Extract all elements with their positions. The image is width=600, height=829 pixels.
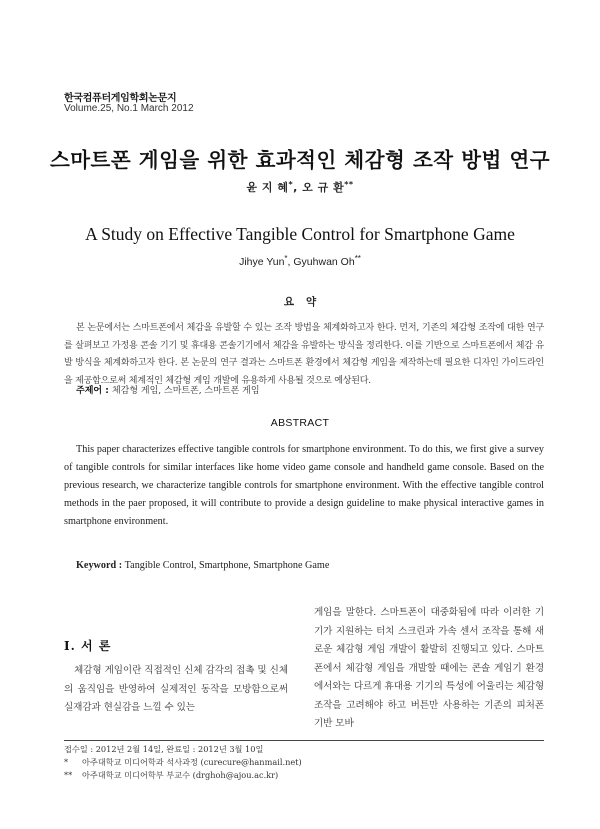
authors-english [0, 254, 600, 268]
footnote-text: 아주대학교 미디어학부 부교수 (drghoh@ajou.ac.kr) [82, 770, 279, 780]
journal-name: 한국컴퓨터게임학회논문지 [64, 93, 177, 104]
author-mark: ** [354, 254, 361, 263]
author-name: 오 규 환 [302, 181, 345, 194]
author-mark: ** [344, 180, 354, 189]
body-text-left-column: 체감형 게임이란 직접적인 신체 감각의 접촉 및 신체의 움직임을 반영하여 실제적인 동작을 모방함으로써 실재감과 현실감을 느낄 수 있는 [64, 665, 288, 713]
abstract-korean-body: 본 논문에서는 스마트폰에서 체감을 유발할 수 있는 조작 방법을 체계화하고자 한다. 먼저, 기존의 체감형 조작에 대한 연구를 살펴보고 가정용 콘솔 기기 및 휴대용 콘솔기기에서 체감을 유발하는 방식을 정리한다. 이를 기반으로 스마트폰에서 체감 유발 방식을 체계화하고자 한다. 본 논문의 연구 결과는 스마트폰 환경에서 체감형 게임을 제작하는데 필요한 디자인 가이드라인을 제공함으로써 체계적인 체감형 게임 개발에 유용하게 사용될 것으로 예상된다. [64, 323, 544, 386]
keywords-list: Tangible Control, Smartphone, Smartphone Game [124, 560, 330, 571]
footnote-mark: * [64, 757, 69, 767]
author-name: Jihye Yun [239, 256, 285, 268]
paper-title-korean: 스마트폰 게임을 위한 효과적인 체감형 조작 방법 연구 [49, 148, 551, 172]
journal-volume-info: Volume.25, No.1 March 2012 [64, 103, 194, 114]
authors-korean [0, 179, 600, 195]
author-name: 윤 지 혜 [246, 181, 289, 194]
keywords-label: Keyword : [76, 560, 125, 571]
abstract-korean-heading: 요약 [283, 296, 329, 308]
section-heading-introduction: Ⅰ. 서 론 [64, 639, 112, 653]
paper-title-english: A Study on Effective Tangible Control for Smartphone Game [85, 224, 515, 244]
footnote-mark: ** [64, 770, 73, 780]
keywords-korean [76, 383, 260, 396]
author-separator: , [287, 256, 294, 268]
author-separator: , [293, 181, 303, 194]
body-text-right-column: 게임을 말한다. 스마트폰이 대중화됨에 따라 이러한 기기가 지원하는 터치 스크린과 가속 센서 조작을 통해 새로운 체감형 게임 개발이 활발히 진행되고 있다. 스마트폰에서 체감형 게임을 개발할 때에는 콘솔 게임기 환경에서와는 다르게 휴대용 기기의 특성에 어울리는 체감형 조작을 고려해야 하고 버튼만 사용하는 기존의 피처폰 기반 모바 [314, 607, 544, 729]
keywords-list: 체감형 게임, 스마트폰, 스마트폰 게임 [111, 386, 260, 396]
keywords-english [76, 560, 329, 571]
footnote-divider [64, 740, 544, 741]
abstract-english-heading: ABSTRACT [270, 417, 330, 429]
footnote-dates: 접수일 : 2012년 2월 14일, 완료일 : 2012년 3월 10일 [64, 744, 264, 754]
author-name: Gyuhwan Oh [293, 256, 355, 268]
footnotes [64, 743, 302, 782]
footnote-text: 아주대학교 미디어학과 석사과정 (curecure@hanmail.net) [82, 757, 302, 767]
footnote-affiliation [64, 769, 302, 782]
author-mark: * [288, 180, 294, 189]
keywords-label: 주제어 : [76, 386, 112, 396]
abstract-english-body: This paper characterizes effective tangible controls for smartphone environment. To do this, we first give a survey of tangible controls for similar interfaces like home video game console and handheld game console. Based on the previous research, we characterize tangible controls for smartphone environment. With the effective tangible control methods in the paer proposed, it will contribute to provide a design guideline to make physical interactive games in smartphone environment. [64, 444, 544, 527]
footnote-affiliation [64, 756, 302, 769]
author-mark: * [284, 254, 288, 263]
